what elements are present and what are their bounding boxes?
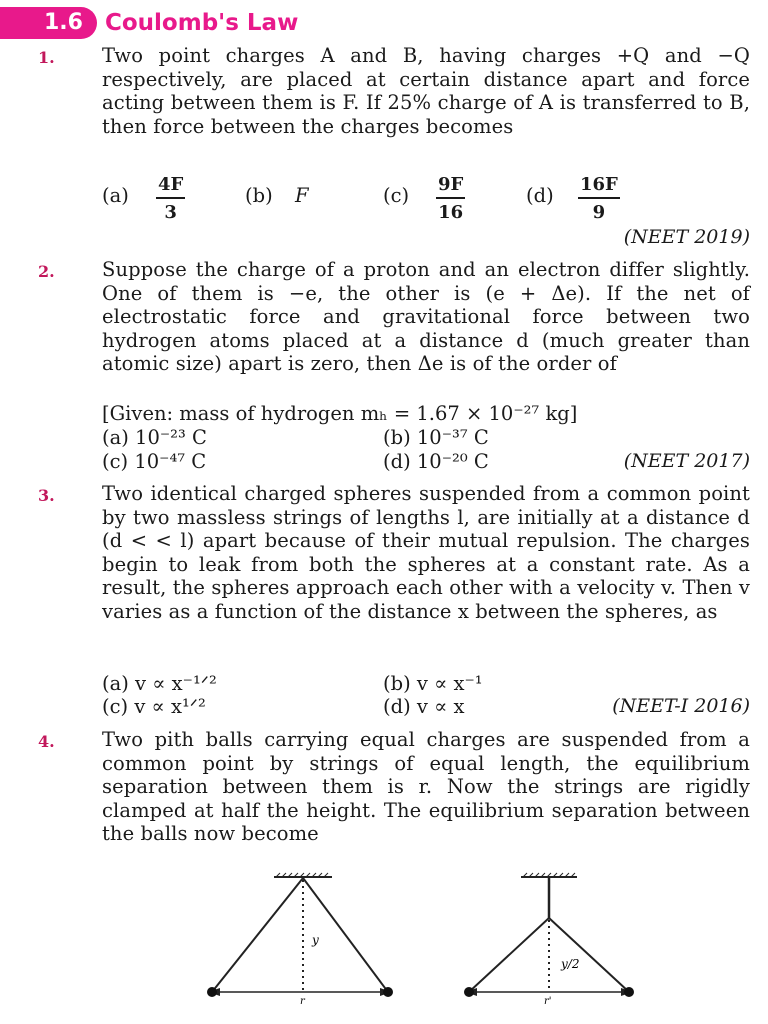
right-string-1 (469, 918, 549, 992)
right-string-2 (549, 918, 629, 992)
q1-option-a-label: (a) (102, 184, 129, 207)
question-2-text: Suppose the charge of a proton and an electron differ slightly. One of them is −e, the other is (e + Δe). If the net of electrostatic force and gravitational force between two hydrogen atoms placed at a distance d (much greater than atomic size) apart is zero, then Δe is of the order of (102, 258, 750, 375)
section-header (18, 6, 298, 40)
right-height-label: y/2 (561, 957, 580, 971)
q1-option-c-num: 9F (436, 174, 465, 199)
q1-option-c-fraction (436, 174, 465, 223)
q1-option-b-value: F (295, 184, 309, 207)
q1-option-c-den: 16 (438, 202, 464, 223)
left-string-1 (212, 878, 303, 992)
q1-option-d-fraction (578, 174, 620, 223)
q2-option-a: (a) 10⁻²³ C (102, 426, 207, 449)
figure-right-pendulum (455, 870, 645, 1020)
q2-source: (NEET 2017) (623, 450, 750, 472)
q1-option-d-label: (d) (526, 184, 554, 207)
question-3-text: Two identical charged spheres suspended from a common point by two massless strings of lengths l, are initially at a distance d (d < < l) apart because of their mutual repulsion. The charges begin to leak from both the spheres at a constant rate. As a result, the spheres approach each other with a velocity v. Then v varies as a function of the distance x between the spheres, as (102, 482, 750, 623)
left-ball-1 (207, 987, 217, 997)
question-4-number: 4. (38, 732, 55, 751)
q1-option-d-num: 16F (578, 174, 620, 199)
left-separation-label: r (300, 996, 305, 1007)
question-1-number: 1. (38, 48, 55, 67)
q2-option-d: (d) 10⁻²⁰ C (383, 450, 489, 473)
section-title: Coulomb's Law (104, 10, 299, 36)
section-number: 1.6 (0, 7, 97, 39)
question-2-number: 2. (38, 262, 55, 281)
q1-source: (NEET 2019) (623, 226, 750, 248)
question-3-number: 3. (38, 486, 55, 505)
left-height-label: y (312, 933, 319, 947)
q2-given: [Given: mass of hydrogen mₕ = 1.67 × 10⁻²⁷ kg] (102, 402, 578, 425)
q1-option-d-den: 9 (592, 202, 606, 223)
right-ball-1 (464, 987, 474, 997)
q1-option-a-den: 3 (164, 202, 177, 223)
q3-option-c: (c) v ∝ x¹ᐟ² (102, 695, 206, 718)
q3-source: (NEET-I 2016) (612, 695, 750, 717)
q2-option-b: (b) 10⁻³⁷ C (383, 426, 489, 449)
q1-option-a-num: 4F (156, 174, 185, 199)
question-1-text: Two point charges A and B, having charges +Q and −Q respectively, are placed at certain distance apart and force acting between them is F. If 25% charge of A is transferred to B, then force between the charges becomes (102, 44, 750, 138)
left-ball-2 (383, 987, 393, 997)
right-separation-label: r' (544, 996, 552, 1007)
question-4-text: Two pith balls carrying equal charges are suspended from a common point by strings of equal length, the equilibrium separation between them is r. Now the strings are rigidly clamped at half the height. The equilibrium separation between the balls now become (102, 728, 750, 845)
q1-option-c-label: (c) (383, 184, 410, 207)
right-ball-2 (624, 987, 634, 997)
q3-option-a: (a) v ∝ x⁻¹ᐟ² (102, 672, 217, 695)
q2-option-c: (c) 10⁻⁴⁷ C (102, 450, 207, 473)
figure-left-pendulum (200, 870, 410, 1020)
q3-option-d: (d) v ∝ x (383, 695, 465, 718)
q3-option-b: (b) v ∝ x⁻¹ (383, 672, 483, 695)
q1-option-b-label: (b) (245, 184, 273, 207)
q1-option-a-fraction (156, 174, 185, 223)
